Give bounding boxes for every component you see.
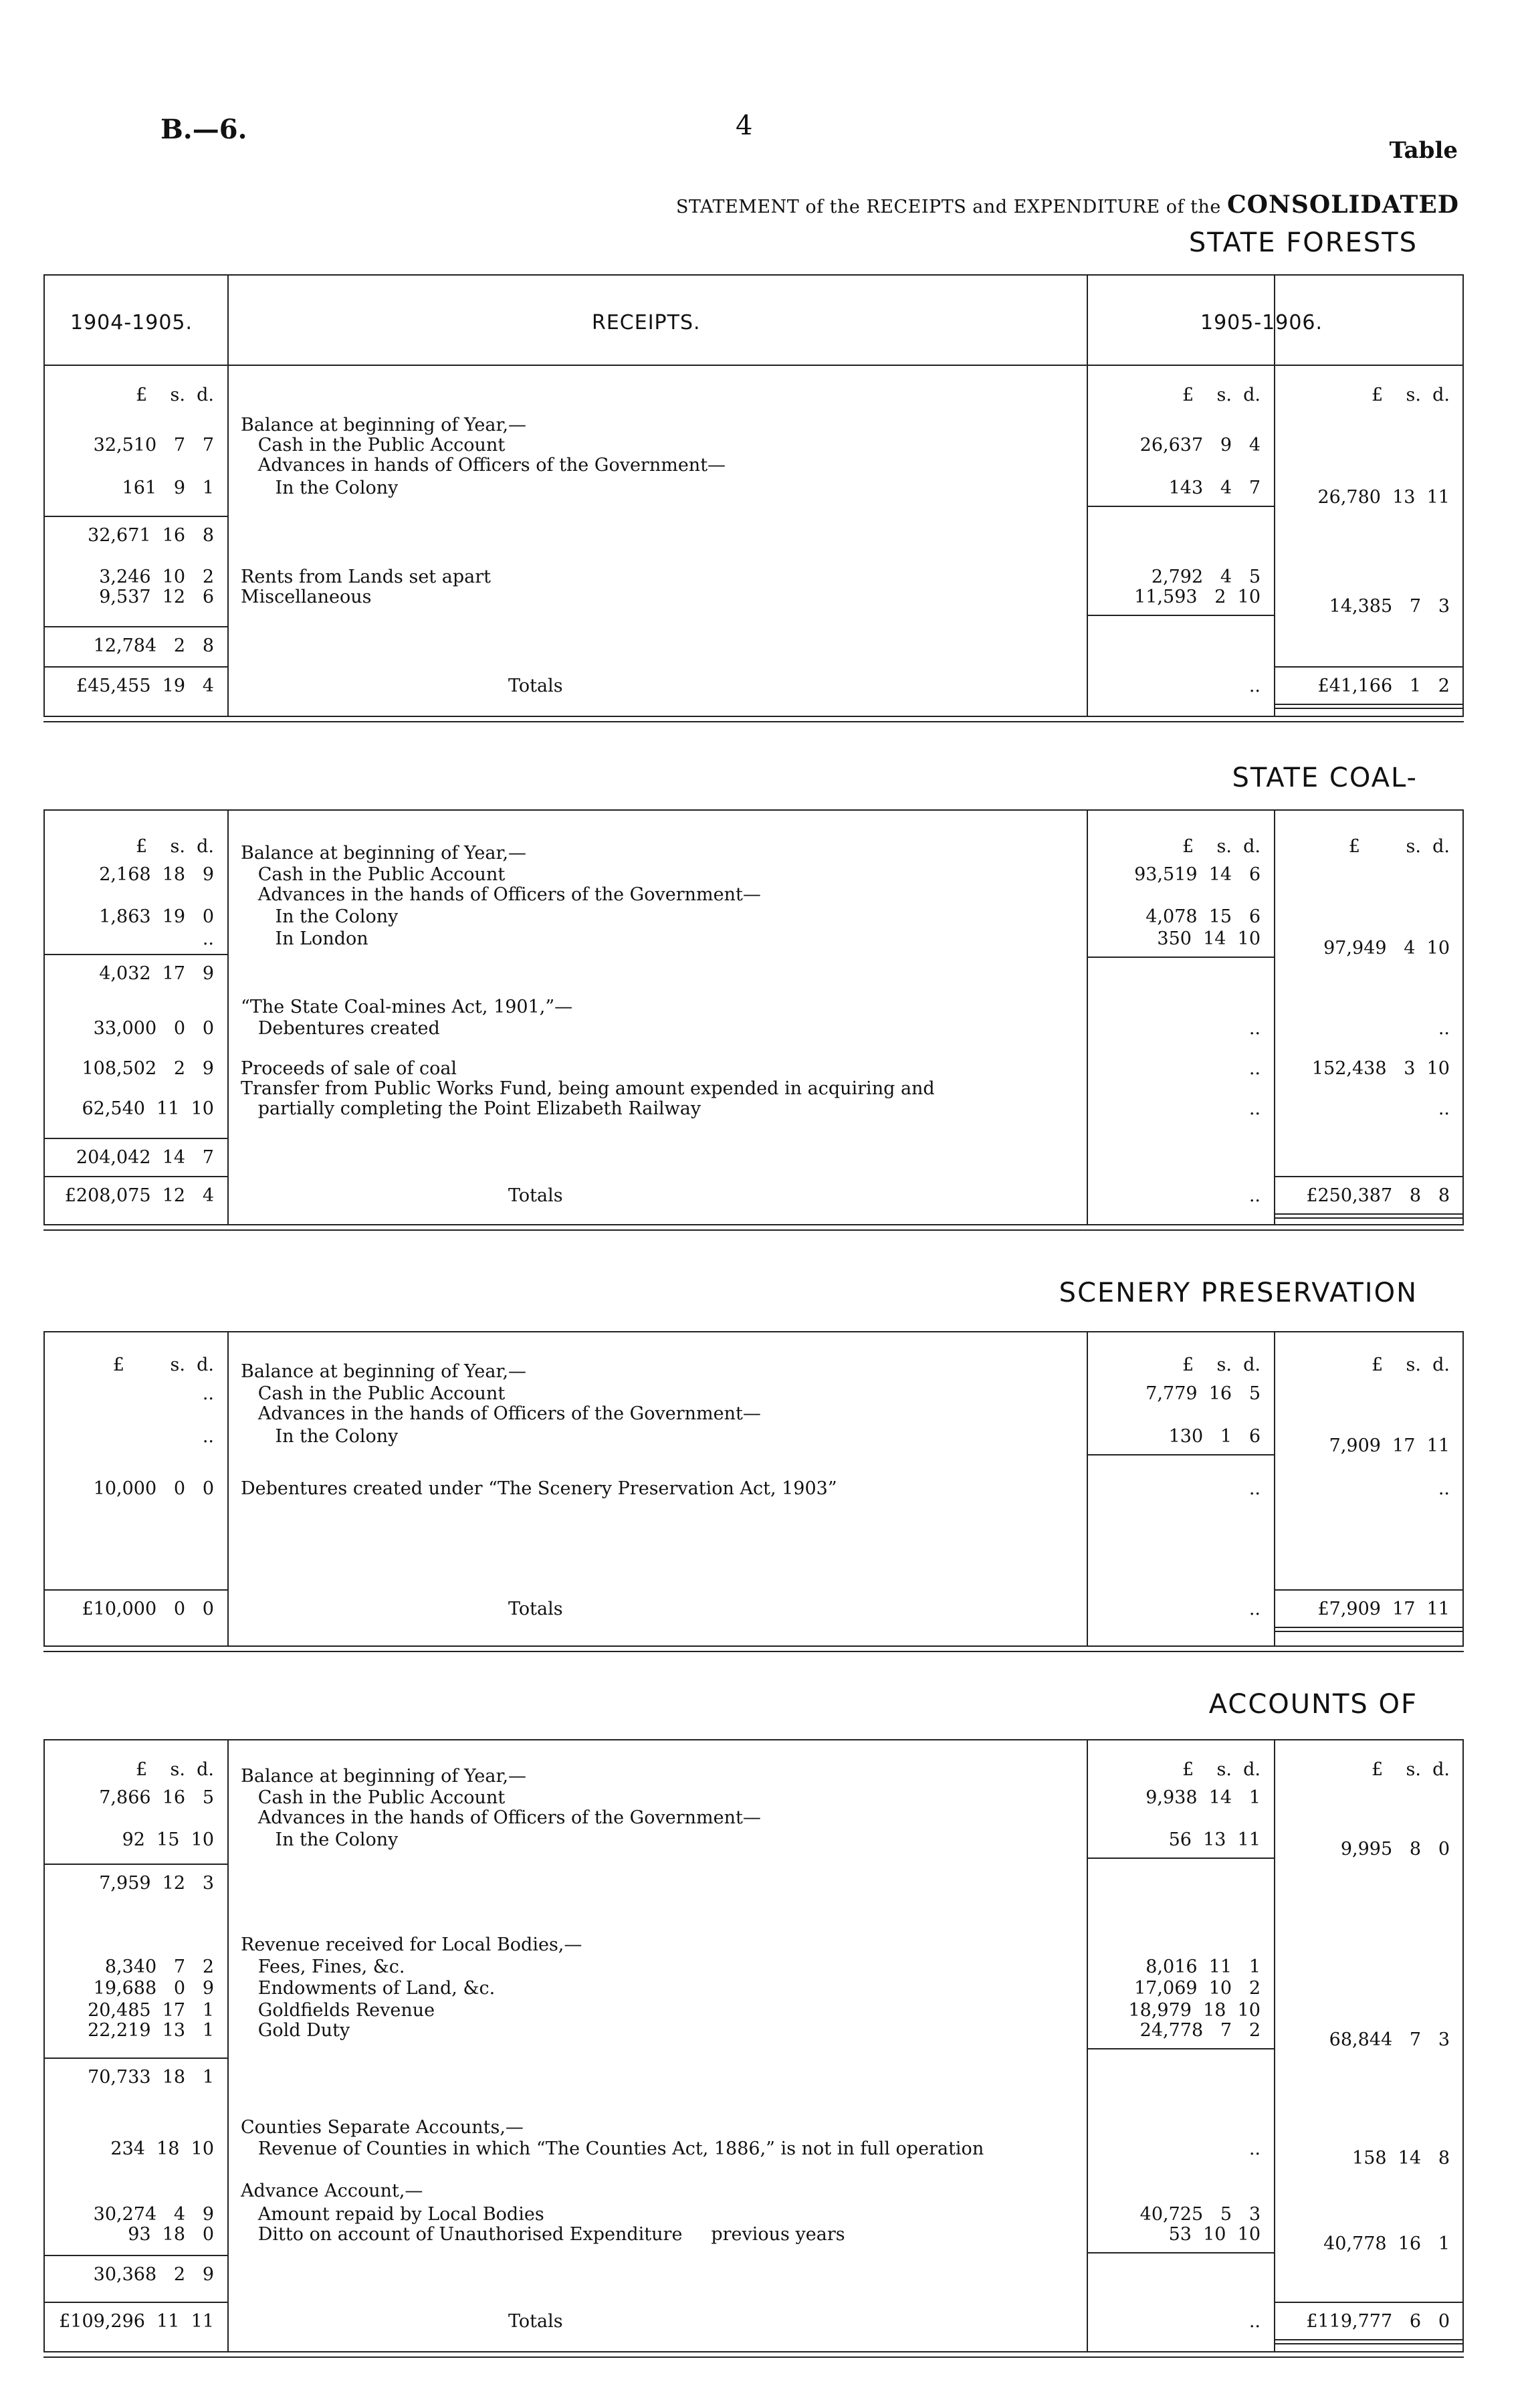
receipt-description: Balance at beginning of Year,— — [241, 843, 527, 864]
totals-double-rule — [1274, 1631, 1463, 1632]
unit-curr-1: £ s. d. — [1182, 1759, 1261, 1780]
amount-curr-detail: 93,519 14 6 — [1134, 864, 1261, 885]
amount-prev: 3,246 10 2 — [99, 567, 214, 587]
amount-prev: £45,455 19 4 — [76, 676, 214, 696]
totals-label: Totals — [508, 1185, 563, 1206]
receipt-description: Counties Separate Accounts,— — [241, 2117, 524, 2138]
amount-prev: 33,000 0 0 — [93, 1018, 214, 1039]
amount-curr-detail: 18,979 18 10 — [1128, 2000, 1261, 2021]
amount-curr-detail: 24,778 7 2 — [1139, 2020, 1261, 2041]
amount-curr-total: 68,844 7 3 — [1329, 2029, 1450, 2050]
table-bottom-rule — [43, 1645, 1464, 1652]
amount-prev: £208,075 12 4 — [64, 1185, 214, 1206]
amount-prev: 70,733 18 1 — [88, 2067, 214, 2088]
receipt-description: Cash in the Public Account — [241, 435, 506, 456]
page-number: 4 — [736, 110, 753, 141]
amount-prev: 19,688 0 9 — [93, 1978, 214, 1999]
detail-sum-rule — [1087, 1858, 1274, 1859]
totals-rule — [1274, 1176, 1463, 1177]
amount-curr-total: .. — [1438, 1018, 1450, 1039]
amount-curr-detail: .. — [1248, 1018, 1261, 1039]
col-header-desc: RECEIPTS. — [592, 311, 701, 334]
totals-label: Totals — [508, 1599, 563, 1619]
receipt-description: Proceeds of sale of coal — [241, 1058, 457, 1079]
amount-curr-detail: .. — [1248, 2311, 1261, 2332]
amount-curr-total: 40,778 16 1 — [1323, 2233, 1450, 2254]
unit-curr-1: £ s. d. — [1182, 1354, 1261, 1375]
unit-prev: £ s. d. — [136, 1759, 214, 1780]
receipt-description: In London — [241, 928, 368, 949]
amount-curr-total: 152,438 3 10 — [1311, 1058, 1450, 1079]
amount-curr-total: £41,166 1 2 — [1317, 676, 1450, 696]
totals-rule — [1274, 2302, 1463, 2303]
amount-curr-total: £7,909 17 11 — [1317, 1599, 1450, 1619]
amount-curr-detail: 53 10 10 — [1168, 2224, 1261, 2245]
section-title-forests: STATE FORESTS — [1188, 227, 1418, 258]
receipt-description: Advance Account,— — [241, 2181, 423, 2201]
section-title-scenery: SCENERY PRESERVATION — [1059, 1278, 1418, 1308]
amount-curr-detail: .. — [1248, 1599, 1261, 1619]
totals-double-rule — [1274, 1627, 1463, 1628]
unit-curr-2: £ s. d. — [1372, 1759, 1450, 1780]
totals-rule — [1274, 1589, 1463, 1591]
amount-prev: 10,000 0 0 — [93, 1478, 214, 1499]
receipt-description: Revenue of Counties in which “The Counties Act, 1886,” is not in full operation — [241, 2138, 984, 2159]
receipt-description: Advances in the hands of Officers of the Government— — [241, 1403, 761, 1424]
amount-prev: £10,000 0 0 — [82, 1599, 214, 1619]
amount-curr-detail: .. — [1248, 676, 1261, 696]
receipt-description: “The State Coal-mines Act, 1901,”— — [241, 997, 573, 1017]
amount-curr-detail: .. — [1248, 1185, 1261, 1206]
amount-curr-detail: 143 4 7 — [1168, 478, 1261, 498]
column-rule — [227, 1331, 229, 1645]
totals-label: Totals — [508, 2311, 563, 2332]
unit-curr-2: £ s. d. — [1372, 1354, 1450, 1375]
amount-curr-detail: .. — [1248, 2138, 1261, 2159]
totals-label: Totals — [508, 676, 563, 696]
amount-curr-total: 9,995 8 0 — [1340, 1839, 1450, 1860]
amount-prev: .. — [202, 1426, 214, 1447]
receipt-description: partially completing the Point Elizabeth Railway — [241, 1098, 701, 1119]
receipt-description: Revenue received for Local Bodies,— — [241, 1934, 582, 1955]
subtotal-rule — [43, 2255, 227, 2256]
totals-double-rule — [1274, 2343, 1463, 2344]
receipt-description: Gold Duty — [241, 2020, 350, 2041]
section-title-accounts: ACCOUNTS OF — [1208, 1689, 1418, 1720]
statement-prefix: STATEMENT of the RECEIPTS and EXPENDITURE of the — [676, 197, 1221, 217]
amount-prev: .. — [202, 1383, 214, 1404]
receipt-description: Amount repaid by Local Bodies — [241, 2204, 544, 2225]
totals-double-rule — [1274, 1213, 1463, 1215]
totals-double-rule — [1274, 1217, 1463, 1219]
amount-curr-total: .. — [1438, 1478, 1450, 1499]
totals-rule — [43, 2302, 227, 2303]
subtotal-rule — [43, 1138, 227, 1139]
amount-prev: 62,540 11 10 — [82, 1098, 214, 1119]
table-label: Table — [1389, 137, 1458, 164]
amount-curr-detail: .. — [1248, 1058, 1261, 1079]
receipt-description: Cash in the Public Account — [241, 1787, 506, 1808]
amount-curr-total: 26,780 13 11 — [1317, 487, 1450, 508]
amount-prev: 161 9 1 — [122, 478, 214, 498]
receipt-description: Advances in the hands of Officers of the Government— — [241, 1807, 761, 1828]
receipt-description: Debentures created — [241, 1018, 440, 1039]
unit-curr-2: £ s. d. — [1372, 385, 1450, 405]
unit-curr-2: £ s. d. — [1348, 836, 1450, 857]
amount-curr-total: 7,909 17 11 — [1329, 1435, 1450, 1456]
amount-prev: 2,168 18 9 — [99, 864, 214, 885]
amount-curr-total: 158 14 8 — [1352, 2148, 1450, 2169]
receipt-description: Endowments of Land, &c. — [241, 1978, 496, 1999]
totals-double-rule — [1274, 2339, 1463, 2340]
receipt-description: Fees, Fines, &c. — [241, 1956, 405, 1977]
amount-prev: 7,959 12 3 — [99, 1873, 214, 1894]
receipt-description: Goldfields Revenue — [241, 2000, 435, 2021]
amount-prev: 22,219 13 1 — [88, 2020, 214, 2041]
receipt-description: Transfer from Public Works Fund, being amount expended in acquiring and — [241, 1078, 935, 1099]
totals-rule — [43, 1589, 227, 1591]
column-rule — [227, 274, 229, 716]
receipt-description: Cash in the Public Account — [241, 864, 506, 885]
statement-heading — [676, 191, 1459, 219]
unit-prev: £ s. d. — [136, 836, 214, 857]
receipt-description: In the Colony — [241, 906, 399, 927]
amount-curr-detail: 350 14 10 — [1157, 928, 1261, 949]
amount-prev: 20,485 17 1 — [88, 2000, 214, 2021]
detail-sum-rule — [1087, 506, 1274, 507]
amount-prev: 9,537 12 6 — [99, 587, 214, 607]
amount-curr-total: £250,387 8 8 — [1306, 1185, 1450, 1206]
receipt-description: Debentures created under “The Scenery Preservation Act, 1903” — [241, 1478, 837, 1499]
amount-curr-detail: 130 1 6 — [1168, 1426, 1261, 1447]
table-bottom-rule — [43, 716, 1464, 722]
amount-curr-detail: .. — [1248, 1098, 1261, 1119]
column-rule — [1274, 809, 1275, 1224]
amount-curr-total: 97,949 4 10 — [1323, 938, 1450, 959]
column-rule — [227, 809, 229, 1224]
totals-rule — [1274, 666, 1463, 668]
amount-prev: 30,368 2 9 — [93, 2264, 214, 2285]
column-rule — [227, 1739, 229, 2351]
amount-prev: 30,274 4 9 — [93, 2204, 214, 2225]
amount-prev: 8,340 7 2 — [104, 1956, 214, 1977]
amount-prev: 7,866 16 5 — [99, 1787, 214, 1808]
section-title-coal: STATE COAL- — [1232, 763, 1418, 793]
amount-curr-detail: 40,725 5 3 — [1139, 2204, 1261, 2225]
detail-sum-rule — [1087, 1454, 1274, 1456]
totals-rule — [43, 666, 227, 668]
receipt-description: Cash in the Public Account — [241, 1383, 506, 1404]
subtotal-rule — [43, 516, 227, 517]
detail-sum-rule — [1087, 957, 1274, 958]
detail-sum-rule — [1087, 2252, 1274, 2253]
amount-curr-total: £119,777 6 0 — [1306, 2311, 1450, 2332]
subtotal-rule — [43, 626, 227, 627]
detail-sum-rule — [1087, 2048, 1274, 2049]
unit-prev: £ s. d. — [136, 385, 214, 405]
amount-prev: 204,042 14 7 — [76, 1147, 214, 1168]
amount-prev: £109,296 11 11 — [59, 2311, 214, 2332]
receipt-description: In the Colony — [241, 1426, 399, 1447]
receipt-description: Advances in the hands of Officers of the Government— — [241, 884, 761, 905]
document-code: B.—6. — [160, 114, 247, 145]
amount-prev: 12,784 2 8 — [93, 635, 214, 656]
header-rule — [43, 365, 1463, 366]
unit-curr-1: £ s. d. — [1182, 836, 1261, 857]
receipt-description: Advances in hands of Officers of the Government— — [241, 455, 726, 476]
detail-sum-rule — [1087, 615, 1274, 616]
amount-prev: .. — [202, 928, 214, 949]
table-bottom-rule — [43, 2351, 1464, 2358]
totals-double-rule — [1274, 704, 1463, 705]
amount-prev: 32,671 16 8 — [88, 525, 214, 546]
amount-prev: 92 15 10 — [122, 1829, 214, 1850]
amount-prev: 4,032 17 9 — [99, 963, 214, 984]
receipt-description: Balance at beginning of Year,— — [241, 415, 527, 435]
amount-prev: 234 18 10 — [110, 2138, 214, 2159]
amount-curr-detail: 2,792 4 5 — [1151, 567, 1261, 587]
subtotal-rule — [43, 2058, 227, 2059]
receipt-description: Balance at beginning of Year,— — [241, 1361, 527, 1382]
table-bottom-rule — [43, 1224, 1464, 1231]
totals-rule — [43, 1176, 227, 1177]
totals-double-rule — [1274, 708, 1463, 709]
receipt-description: In the Colony — [241, 1829, 399, 1850]
amount-curr-detail: 8,016 11 1 — [1145, 1956, 1261, 1977]
receipt-description: Rents from Lands set apart — [241, 567, 491, 587]
amount-curr-detail: 56 13 11 — [1168, 1829, 1261, 1850]
amount-prev: 1,863 19 0 — [99, 906, 214, 927]
amount-curr-detail: 17,069 10 2 — [1134, 1978, 1261, 1999]
subtotal-rule — [43, 954, 227, 955]
amount-prev: 32,510 7 7 — [93, 435, 214, 456]
unit-curr-1: £ s. d. — [1182, 385, 1261, 405]
subtotal-rule — [43, 1864, 227, 1865]
amount-prev: 93 18 0 — [128, 2224, 214, 2245]
amount-curr-detail: 4,078 15 6 — [1145, 906, 1261, 927]
receipt-description: Balance at beginning of Year,— — [241, 1766, 527, 1787]
col-header-prev: 1904-1905. — [70, 311, 193, 334]
amount-curr-detail: 11,593 2 10 — [1134, 587, 1261, 607]
col-header-curr: 1905-1906. — [1200, 311, 1323, 334]
amount-curr-detail: 7,779 16 5 — [1145, 1383, 1261, 1404]
amount-prev: 108,502 2 9 — [82, 1058, 214, 1079]
statement-bold: CONSOLIDATED — [1226, 191, 1459, 219]
amount-curr-total: 14,385 7 3 — [1329, 596, 1450, 617]
amount-curr-detail: 9,938 14 1 — [1145, 1787, 1261, 1808]
receipt-description: Ditto on account of Unauthorised Expenditure previous years — [241, 2224, 845, 2245]
amount-curr-detail: 26,637 9 4 — [1139, 435, 1261, 456]
amount-curr-total: .. — [1438, 1098, 1450, 1119]
unit-prev: £ s. d. — [112, 1354, 214, 1375]
receipt-description: In the Colony — [241, 478, 399, 498]
amount-curr-detail: .. — [1248, 1478, 1261, 1499]
receipt-description: Miscellaneous — [241, 587, 372, 607]
